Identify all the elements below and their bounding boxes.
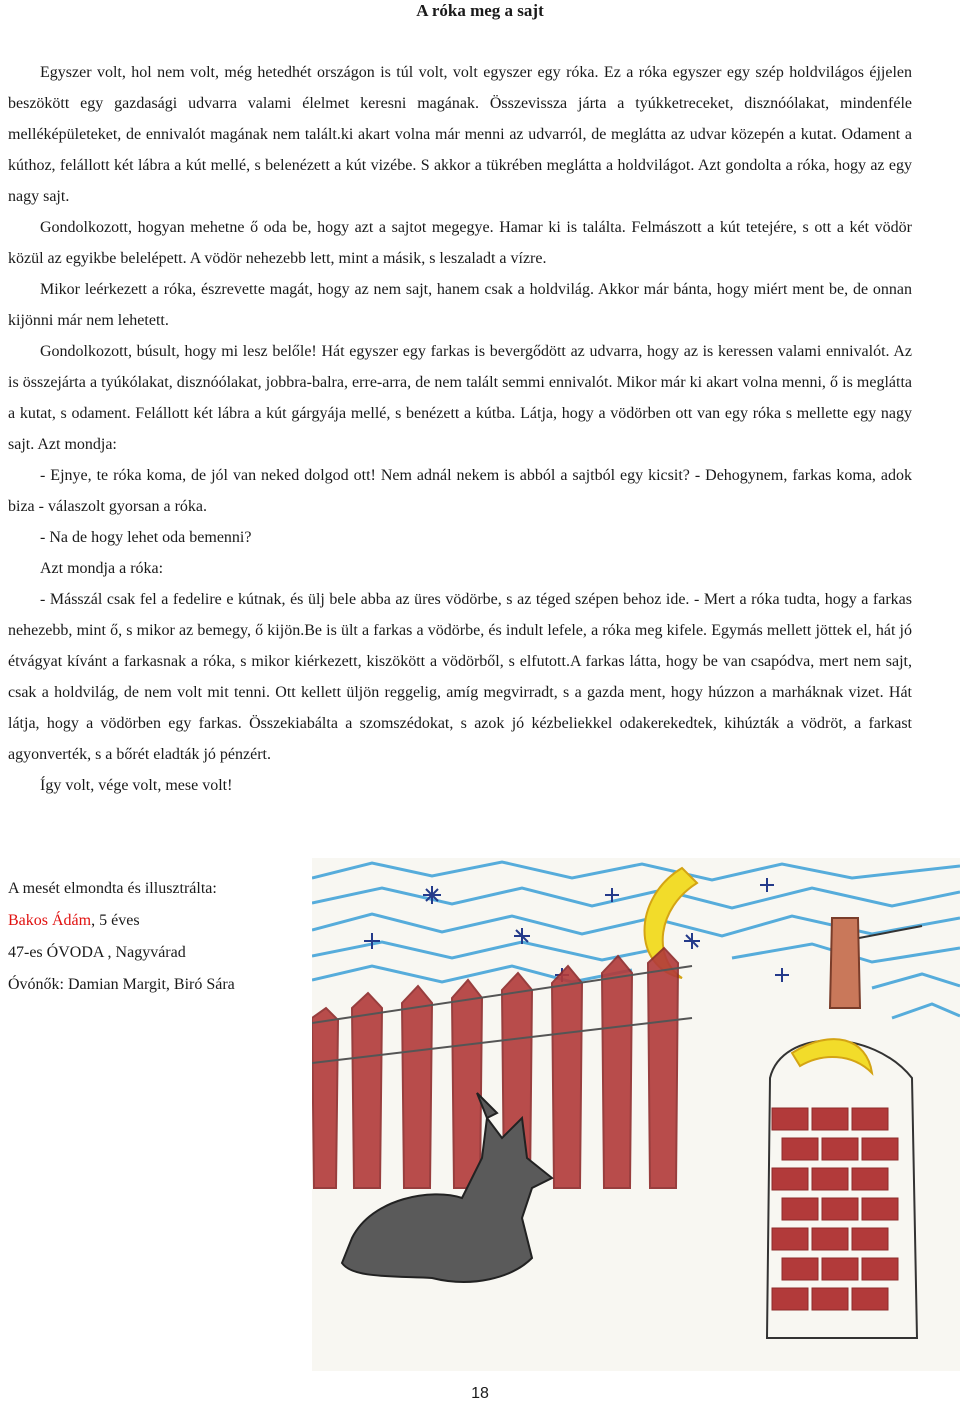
story-paragraph: - Na de hogy lehet oda bemenni?	[40, 529, 252, 546]
story-paragraph: Mikor leérkezett a róka, észrevette magát, hogy az nem sajt, hanem csak a holdvilág. Akkor már bánta, hogy miért ment be, de onnan kijönni már nem lehetett.	[8, 281, 912, 329]
author-name: Bakos Ádám	[8, 912, 92, 929]
credits-teachers: Óvónők: Damian Margit, Biró Sára	[8, 976, 235, 993]
child-illustration	[312, 858, 960, 1371]
well	[767, 1039, 917, 1338]
story-title: A róka meg a sajt	[416, 1, 544, 20]
credits-block	[8, 873, 298, 1001]
story-paragraph: Egyszer volt, hol nem volt, még hetedhét országon is túl volt, volt egyszer egy róka. Ez a róka egyszer egy szép holdvilágos éjjelen beszökött egy gazdasági udvarra valami élelmet keresni magának. Összevissza járta a tyúkketreceket, disznóólakat, mindenféle melléképületeket, de ennivalót magának nem talált.ki akart volna már menni az udvarról, de meglátta az udvar közepén a kutat. Odament a kúthoz, felállott két lábra a kút mellé, s belenézett a kút vizébe. S akkor a tükrében meglátta a holdvilágot. Azt gondolta a róka, hogy az egy nagy sajt.	[8, 64, 912, 205]
well-pole	[830, 918, 860, 1008]
page-number: 18	[471, 1385, 489, 1402]
story-paragraph: - Ejnye, te róka koma, de jól van neked dolgod ott! Nem adnál nekem is abból a sajtból egy kicsit? - Dehogynem, farkas koma, adok biza - válaszolt gyorsan a róka.	[8, 467, 912, 515]
story-body	[8, 57, 912, 801]
credits-intro: A mesét elmondta és illusztrálta:	[8, 880, 217, 897]
story-paragraph: Gondolkozott, hogyan mehetne ő oda be, hogy azt a sajtot megegye. Hamar ki is találta. Felmászott a kút tetejére, s ott a két vödör közül az egyikbe belelépett. A vödör nehezebb lett, mint a másik, s leszaladt a vízre.	[8, 219, 912, 267]
story-paragraph: - Másszál csak fel a fedelire e kútnak, és ülj bele abba az üres vödörbe, s az téged szépen behoz ide. - Mert a róka tudta, hogy a farkas nehezebb, mint ő, s mikor az bemegy, ő kijön.Be is ült a farkas a vödörbe, és indult lefele, a róka meg kifele. Egymás mellett jöttek el, hát jó étvágyat kívánt a farkasnak a róka, s mikor kiérkezett, kiszökött a vödörből, s elfutott.A farkas látta, hogy be van csapódva, mert nem sajt, csak a holdvilág, de nem volt mit tenni. Ott kellett üljön reggelig, amíg megvirradt, s a gazda ment, hogy húzzon a marháknak vizet. Hát látja, hogy a vödörben egy farkas. Összekiabálta a szomszédokat, s azok jó kézbeliekkel odakerekedtek, kihúzták a vödröt, a farkast agyonverték, s a bőrét eladták jó pénzért.	[8, 591, 912, 763]
story-paragraph: Így volt, vége volt, mese volt!	[40, 777, 233, 794]
credits-kindergarten: 47-es ÓVODA , Nagyvárad	[8, 944, 186, 961]
credits-author-line	[8, 905, 298, 937]
author-age: , 5 éves	[91, 912, 140, 929]
story-paragraph: Gondolkozott, búsult, hogy mi lesz belőle! Hát egyszer egy farkas is bevergődött az udvarra, hogy az is keressen valami ennivalót. Az is összejárta a tyúkólakat, disznóólakat, jobbra-balra, erre-arra, de nem talált semmi ennivalót. Mikor már ki akart volna menni, ő is meglátta a kutat, s odament. Felállott két lábra a kút gárgyája mellé, s benézett a kútba. Látja, hogy a vödörben ott van egy róka s mellette egy nagy sajt. Azt mondja:	[8, 343, 912, 453]
story-paragraph: Azt mondja a róka:	[40, 560, 164, 577]
